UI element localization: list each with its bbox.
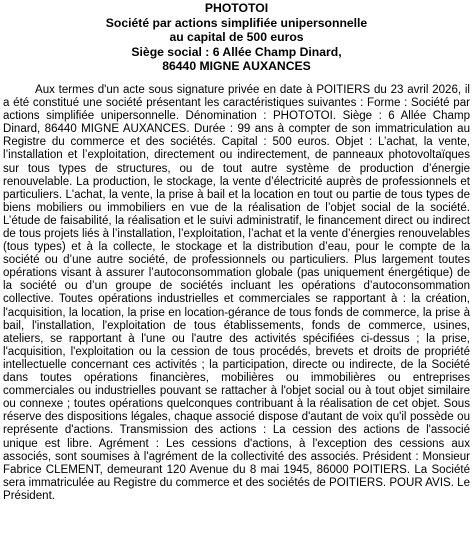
company-form: Société par actions simplifiée unipersonnelle	[105, 15, 368, 30]
registered-office-city: 86440 MIGNE AUXANCES	[162, 59, 311, 74]
registered-office: Siège social : 6 Allée Champ Dinard,	[131, 44, 342, 59]
notice-header	[3, 1, 470, 74]
notice-body	[3, 84, 470, 503]
company-capital: au capital de 500 euros	[169, 30, 304, 45]
company-name: PHOTOTOI	[204, 1, 269, 15]
notice-body-text: Aux termes d'un acte sous signature privée en date à POITIERS du 23 avril 2026, il a été constitué une société présentant les caractéristiques suivantes : Forme : Société par actions simplifiée unipersonnelle. Dénomination : PHOTOTOI. Siège : 6 Allée Champ Dinard, 86440 MIGNE AUXANCES. Durée : 99 ans à compter de son immatriculation au Registre du commerce et des sociétés. Capital : 500 euros. Objet : L’achat, la vente, l’installation et l’exploitation, directement ou indirectement, de panneaux photovoltaïques sur tous types de structures, ou de tout autre système de production d’énergie renouvelable. La production, le stockage, la vente d’électricité auprès de professionnels et particuliers. L'achat, la vente, la prise à bail et la location en tout ou partie de tous types de biens mobiliers ou immobiliers en vue de la réalisation de l’objet social de la société. L’étude de faisabilité, la réalisation et le suivi administratif, le financement direct ou indirect de tous projets liés à l’installation, l’exploitation, l’achat et la vente d’énergies renouvelables (tous types) et à la collecte, le stockage et la distribution d’eau, pour le compte de la société ou d’une autre société, de professionnels ou particuliers. Plus largement toutes opérations visant à assurer l’autoconsommation globale (pas uniquement énergétique) de la société ou d’un groupe de sociétés incluant les opérations d’autoconsommation collective. Toutes opérations industrielles et commerciales se rapportant à : la création, l'acquisition, la location, la prise en location-gérance de tous fonds de commerce, la prise à bail, l'installation, l'exploitation de tous établissements, fonds de commerce, usines, ateliers, se rapportant à l'une ou l'autre des activités spécifiées ci-dessus ; la prise, l'acquisition, l'exploitation ou la cession de tous procédés, brevets et droits de propriété intellectuelle concernant ces activités ; la participation, directe ou indirecte, de la Société dans toutes opérations financières, mobilières ou immobilières ou entreprises commerciales ou industrielles pouvant se rattacher à l'objet social ou à tout objet similaire ou connexe ; toutes opérations quelconques contribuant à la réalisation de cet objet. Sous réserve des dispositions légales, chaque associé dispose d'autant de voix qu'il possède ou représente d'actions. Transmission des actions : La cession des actions de l'associé unique est libre. Agrément : Les cessions d'actions, à l'exception des cessions aux associés, sont soumises à l'agrément de la collectivité des associés. Président : Monsieur Fabrice CLEMENT, demeurant 120 Avenue du 8 mai 1945, 86000 POITIERS. La Société sera immatriculée au Registre du commerce et des sociétés de POITIERS. POUR AVIS. Le Président.	[3, 83, 470, 502]
